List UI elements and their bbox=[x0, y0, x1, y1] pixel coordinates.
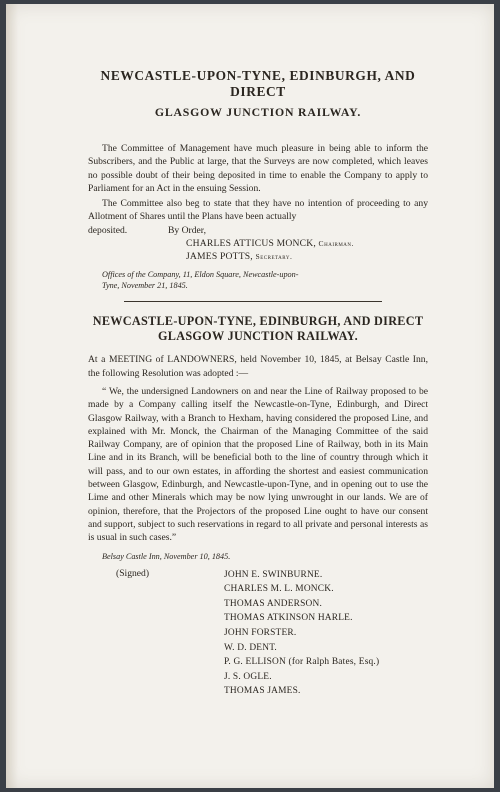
offices-dateline: Offices of the Company, 11, Eldon Square, Newcastle-upon-Tyne, November 21, 1845. bbox=[102, 270, 299, 291]
signer-name: CHARLES M. L. MONCK. bbox=[224, 584, 334, 595]
signatory-role: Chairman. bbox=[318, 238, 354, 248]
signer-list bbox=[224, 568, 379, 699]
notice-title: NEWCASTLE-UPON-TYNE, EDINBURGH, AND DIRECT bbox=[100, 68, 416, 99]
notice-subtitle: GLASGOW JUNCTION RAILWAY. bbox=[154, 105, 362, 119]
resolution-title: NEWCASTLE-UPON-TYNE, EDINBURGH, AND DIRECT GLASGOW JUNCTION RAILWAY. bbox=[92, 314, 424, 344]
signatory-chairman bbox=[186, 237, 428, 250]
resolution-text: “ We, the undersigned Landowners on and near the Line of Railway proposed to be made by a Company calling itself the Newcastle-on-Tyne, Edinburgh, and Direct Glasgow Railway, with a Branch to Hexham, having considered the proposed Line, and explained with Mr. Monck, the Chairman of the Managing Committee of the said Railway Company, are of opinion that the proposed Line of Railway, both in its Main Line and in its Branch, will be beneficial both to the line of country through which it will pass, and to our own estates, in affording the shortest and easiest communication between Glasgow, Edinburgh, and Newcastle-upon-Tyne, and in opening out to use the Lime and other Minerals which may be now lying unwrought in our lands. We are of opinion, therefore, that the Projectors of the proposed Line ought to have our consent and support, subject to such reservations in regard to all private and personal interests as is usual in such cases.” bbox=[88, 385, 428, 544]
document-body bbox=[88, 68, 428, 703]
signer-name: JOHN E. SWINBURNE. bbox=[224, 569, 323, 580]
signed-label: (Signed) bbox=[116, 567, 150, 579]
signatory-secretary bbox=[186, 250, 428, 263]
signer-name: W. D. DENT. bbox=[224, 642, 277, 653]
signer-name: JOHN FORSTER. bbox=[224, 627, 297, 638]
section-divider bbox=[124, 301, 382, 302]
meeting-intro: At a MEETING of LANDOWNERS, held November 10, 1845, at Belsay Castle Inn, the following Resolution was adopted :— bbox=[88, 354, 428, 379]
signatory-role: Secretary. bbox=[255, 252, 293, 262]
signer-name: J. S. OGLE. bbox=[224, 671, 272, 682]
signer-name: P. G. ELLISON (for Ralph Bates, Esq.) bbox=[224, 657, 380, 668]
signatory-name: JAMES POTTS, bbox=[186, 251, 253, 263]
notice-paragraph-1: The Committee of Management have much pleasure in being able to inform the Subscribers, and the Public at large, that the Surveys are now completed, which leaves no possible doubt of their being deposited in time to enable the Company to apply to Parliament for an Act in the ensuing Session. bbox=[88, 143, 428, 194]
signers-block bbox=[88, 568, 428, 703]
by-order-label: By Order, bbox=[168, 224, 206, 236]
deposited-word: deposited. bbox=[88, 224, 128, 236]
by-order-line bbox=[88, 224, 428, 237]
signer-name: THOMAS JAMES. bbox=[224, 686, 301, 697]
paper-edge-shade bbox=[6, 4, 18, 788]
signer-name: THOMAS ANDERSON. bbox=[224, 598, 323, 609]
notice-paragraph-2: The Committee also beg to state that they have no intention of proceeding to any Allotment of Shares until the Plans have been actually bbox=[88, 198, 428, 223]
resolution-dateline: Belsay Castle Inn, November 10, 1845. bbox=[102, 551, 231, 561]
signatory-name: CHARLES ATTICUS MONCK, bbox=[186, 237, 316, 249]
signer-name: THOMAS ATKINSON HARLE. bbox=[224, 613, 353, 624]
document-sheet bbox=[6, 4, 494, 788]
